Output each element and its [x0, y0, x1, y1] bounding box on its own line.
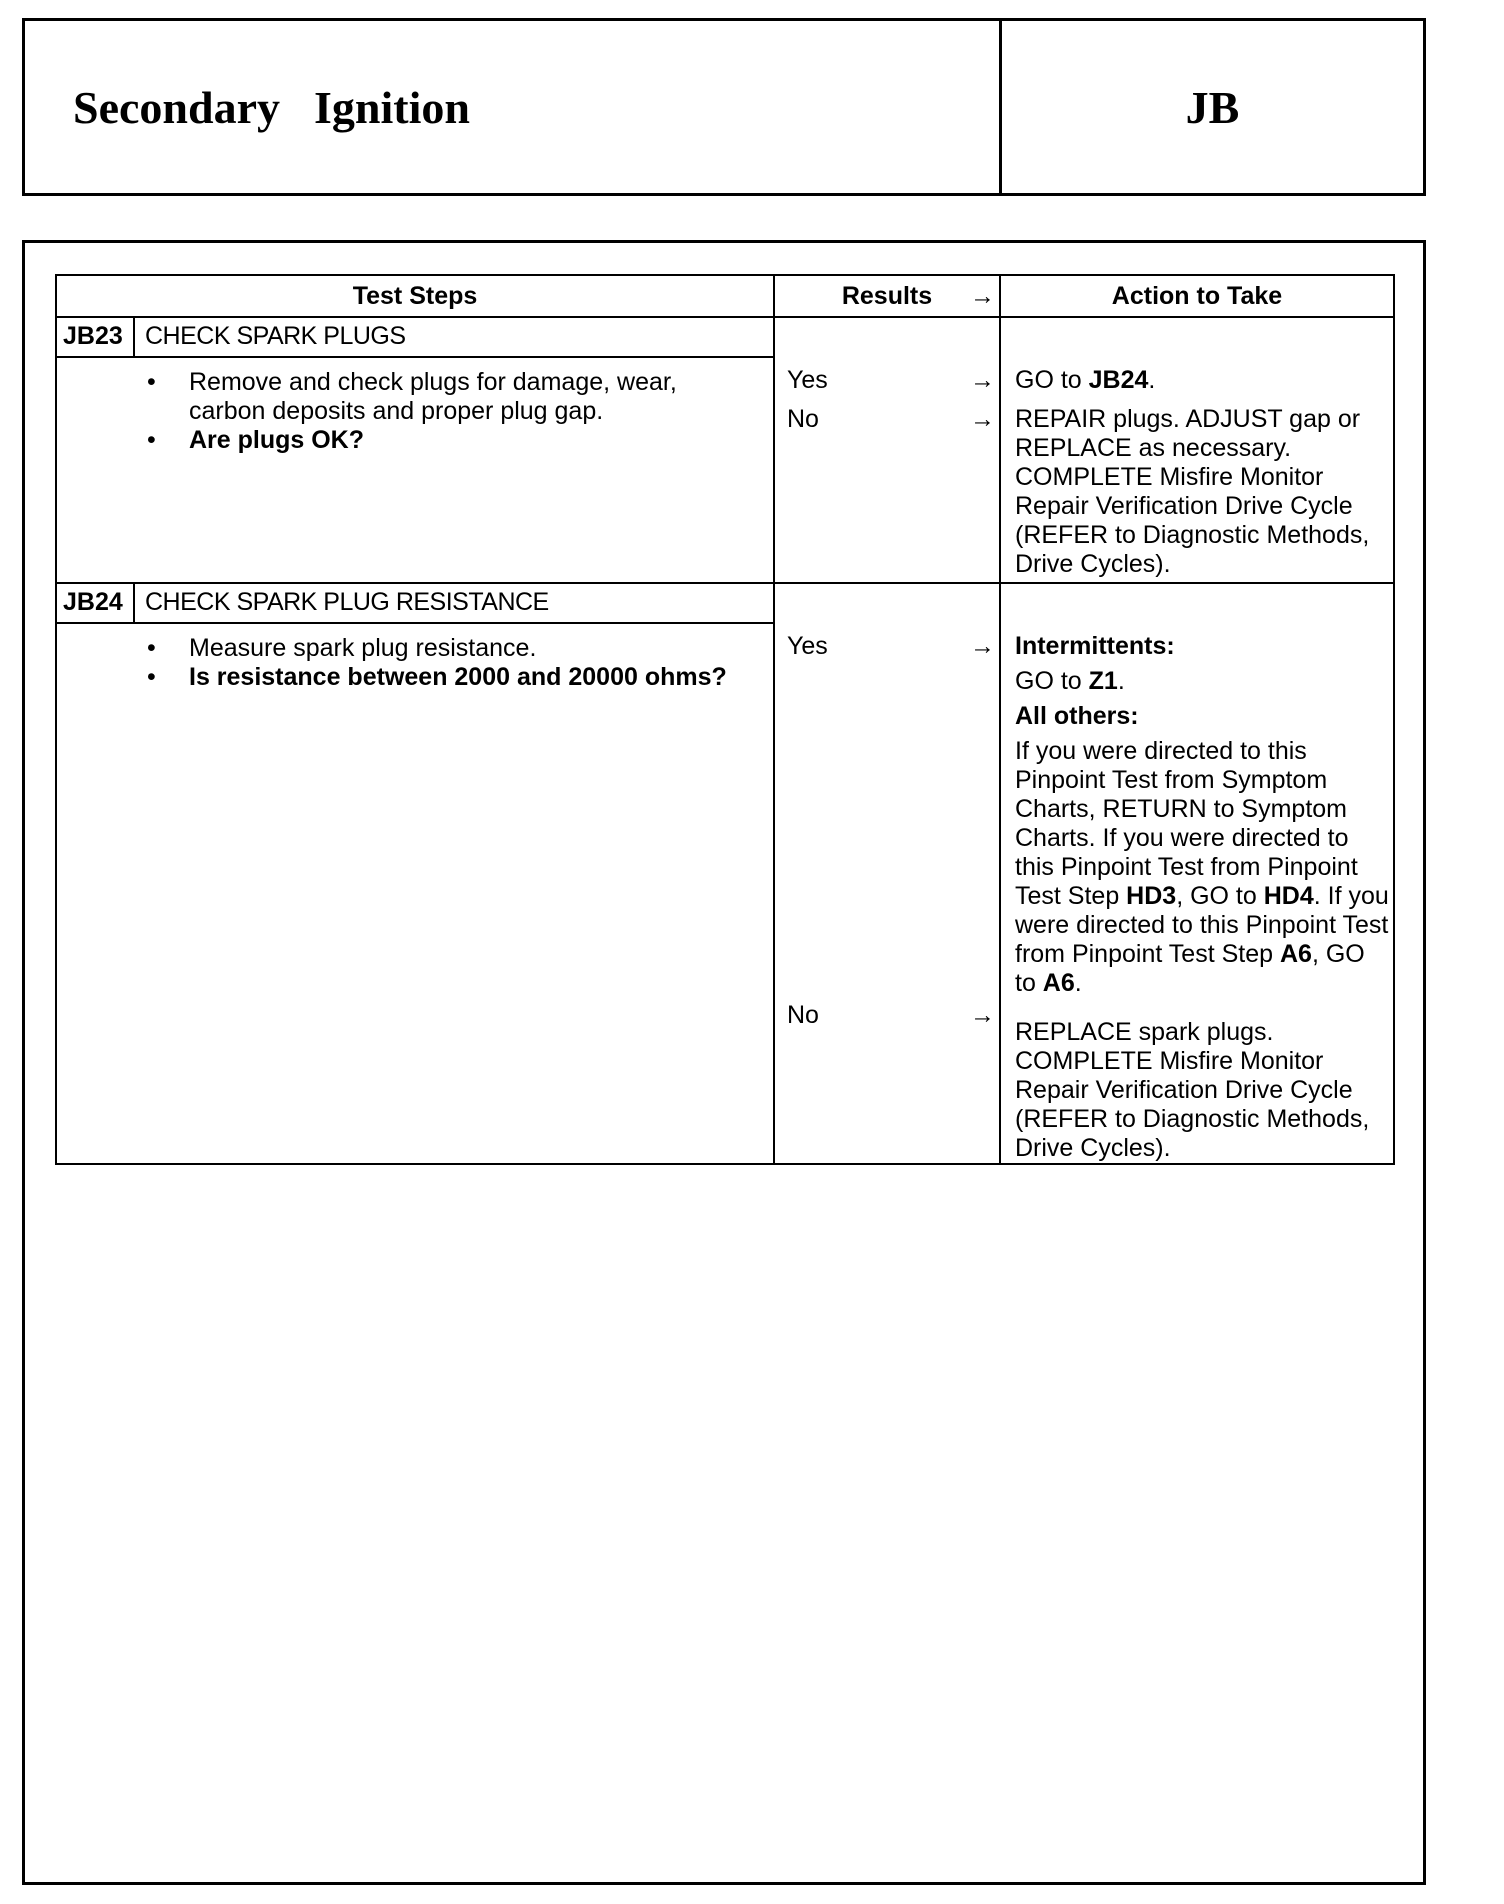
result-yes: [775, 632, 999, 661]
all-others-text: [1015, 737, 1391, 998]
result-no-label: No: [787, 405, 819, 433]
step-title: CHECK SPARK PLUGS: [145, 322, 406, 350]
all-others-part: , GO to: [1015, 940, 1365, 997]
table-header-row: [56, 275, 1394, 317]
result-no: [775, 1001, 999, 1030]
action-yes: [1001, 366, 1393, 395]
right-arrow-icon: →: [970, 1001, 995, 1029]
bullet-question: Are plugs OK?: [189, 426, 365, 454]
list-item: [57, 663, 773, 692]
list-item: [57, 368, 773, 426]
table-row-jb23: [56, 317, 1394, 583]
column-header-results-label: Results: [841, 281, 933, 310]
column-header-results: [774, 275, 1000, 317]
section-title-word-2: Ignition: [314, 81, 470, 133]
step-header: [57, 318, 773, 358]
result-no-label: No: [787, 1001, 819, 1029]
test-step-cell: [56, 583, 774, 1164]
action-yes-target: JB24: [1088, 366, 1149, 394]
action-no: REPAIR plugs. ADJUST gap or REPLACE as necessary. COMPLETE Misfire Monitor Repair Verification Drive Cycle (REFER to Diagnostic Methods, Drive Cycles).: [1015, 405, 1370, 578]
section-code: JB: [1185, 81, 1240, 133]
step-title: CHECK SPARK PLUG RESISTANCE: [145, 588, 549, 616]
step-body: [57, 358, 773, 455]
right-arrow-icon: →: [970, 282, 995, 310]
ref-hd4: HD4: [1263, 882, 1314, 910]
step-header: [57, 584, 773, 624]
column-header-action: Action to Take: [1000, 275, 1394, 317]
bullet-icon: •: [147, 634, 156, 662]
action-yes: [1001, 632, 1393, 998]
results-cell: [774, 583, 1000, 1164]
result-yes-label: Yes: [787, 366, 828, 394]
right-arrow-icon: →: [970, 405, 995, 433]
bullet-icon: •: [147, 426, 156, 454]
intermittents-target: Z1: [1088, 667, 1118, 695]
right-arrow-icon: →: [970, 366, 995, 394]
column-header-test-steps: Test Steps: [56, 275, 774, 317]
action-no: REPLACE spark plugs. COMPLETE Misfire Monitor Repair Verification Drive Cycle (REFER to Diagnostic Methods, Drive Cycles).: [1015, 1018, 1370, 1162]
intermittents-label: Intermittents:: [1015, 632, 1175, 660]
test-step-cell: [56, 317, 774, 583]
result-yes-label: Yes: [787, 632, 828, 660]
result-no: [775, 405, 999, 434]
all-others-part: . If you were directed to this Pinpoint Test from Pinpoint Test Step: [1015, 882, 1389, 968]
page-header: [22, 18, 1426, 196]
bullet-text: Remove and check plugs for damage, wear, carbon deposits and proper plug gap.: [189, 368, 677, 425]
list-item: [57, 634, 773, 663]
right-arrow-icon: →: [970, 632, 995, 660]
intermittents-suffix: .: [1117, 667, 1125, 695]
all-others-part: If you were directed to this Pinpoint Test from Symptom Charts, RETURN to Symptom Charts. If you were directed to this Pinpoint Test from Pinpoint Test Step: [1015, 737, 1358, 910]
bullet-text: Measure spark plug resistance.: [189, 634, 537, 662]
pinpoint-test-table: [55, 274, 1395, 1165]
all-others-part: .: [1074, 969, 1082, 997]
section-title: [25, 21, 1002, 193]
section-title-word-1: Secondary: [73, 81, 280, 133]
bullet-icon: •: [147, 663, 156, 691]
ref-a6: A6: [1042, 969, 1075, 997]
bullet-question: Is resistance between 2000 and 20000 ohms?: [189, 663, 727, 691]
bullet-icon: •: [147, 368, 156, 396]
ref-hd3: HD3: [1126, 882, 1177, 910]
ref-a6: A6: [1279, 940, 1312, 968]
step-code: JB23: [57, 318, 135, 356]
result-yes: [775, 366, 999, 395]
table-row-jb24: [56, 583, 1394, 1164]
step-body: [57, 624, 773, 692]
action-cell: [1000, 317, 1394, 583]
list-item: [57, 426, 773, 455]
step-code: JB24: [57, 584, 135, 622]
action-yes-suffix: .: [1148, 366, 1156, 394]
all-others-label: All others:: [1015, 702, 1139, 730]
results-cell: [774, 317, 1000, 583]
all-others-part: , GO to: [1176, 882, 1264, 910]
action-cell: [1000, 583, 1394, 1164]
action-yes-prefix: GO to: [1015, 366, 1089, 394]
intermittents-prefix: GO to: [1015, 667, 1089, 695]
